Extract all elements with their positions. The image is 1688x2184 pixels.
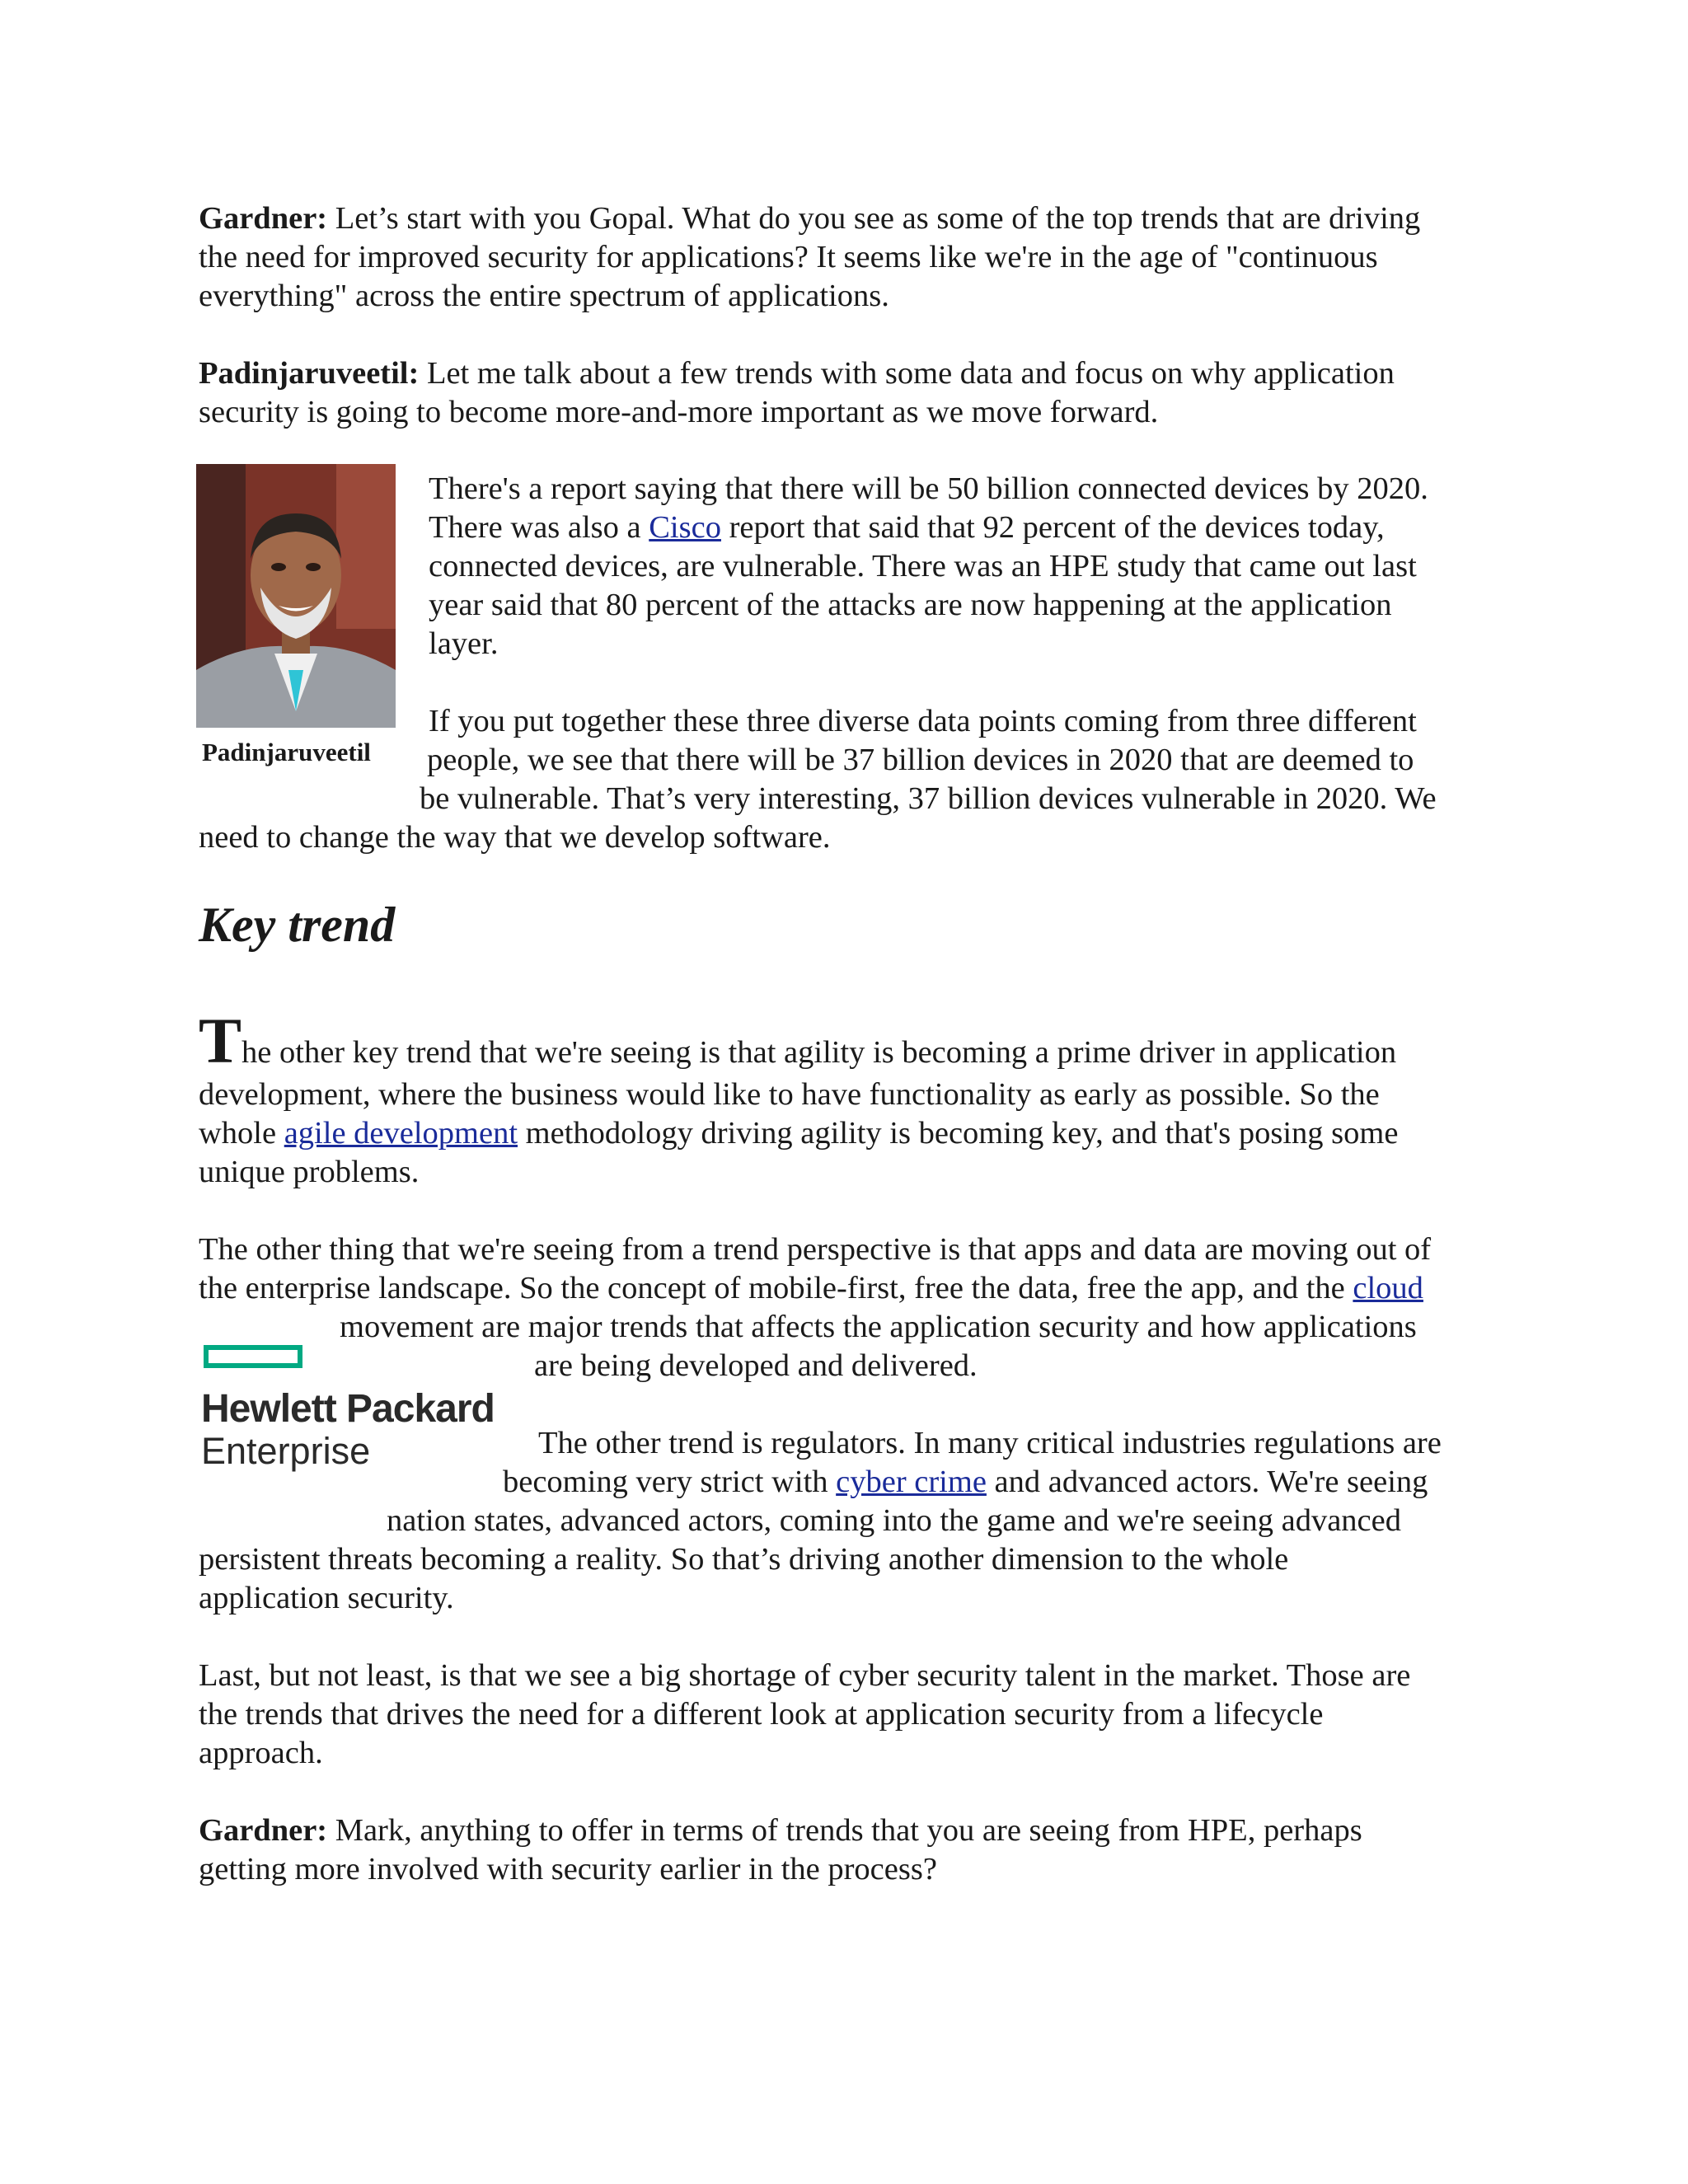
text-run: the enterprise landscape. So the concept of mobile-first, free the data, free the app, and the [199,1271,1353,1305]
paragraph-data-points-line-2: people, we see that there will be 37 billion devices in 2020 that are deemed to [427,743,1414,777]
hpe-logo-line-2: Enterprise [201,1430,371,1472]
paragraph-agility-line-2: development, where the business would like to have functionality as early as possible. So the [199,1077,1380,1112]
paragraph-data-points-line-4: need to change the way that we develop software. [199,820,831,855]
paragraph-gardner-line-1 [199,199,1517,238]
text-run: he other key trend that we're seeing is that agility is becoming a prime driver in application [241,1035,1397,1070]
speaker-name: Gardner: [199,1813,328,1848]
agile-development-link[interactable]: agile development [284,1116,518,1151]
paragraph-regulators-line-1: The other trend is regulators. In many critical industries regulations are [538,1426,1442,1460]
hpe-logo-line-1: Hewlett Packard [201,1387,495,1431]
paragraph-regulators-line-3: nation states, advanced actors, coming into the game and we're seeing advanced [387,1503,1401,1538]
portrait-illustration [196,464,396,728]
text-run: report that said that 92 percent of the devices today, [720,510,1385,545]
paragraph-talent-line-1: Last, but not least, is that we see a big shortage of cyber security talent in the market. Those are [199,1658,1411,1693]
speaker-name: Gardner: [199,201,328,236]
paragraph-gardner-question-line-2: getting more involved with security earlier in the process? [199,1852,937,1886]
paragraph-report-line-4: year said that 80 percent of the attacks are now happening at the application [429,588,1392,622]
paragraph-data-points-line-1: If you put together these three diverse data points coming from three different [429,704,1417,738]
paragraph-agility-line-4: unique problems. [199,1155,420,1189]
paragraph-regulators-line-2 [503,1463,1688,1502]
cyber-crime-link[interactable]: cyber crime [836,1465,987,1499]
paragraph-cloud-line-4: are being developed and delivered. [534,1348,978,1383]
hpe-logo [201,1345,514,1477]
paragraph-cloud-line-2 [199,1269,1517,1308]
paragraph-data-points-line-3: be vulnerable. That’s very interesting, 37 billion devices vulnerable in 2020. We [420,781,1437,816]
text-run: methodology driving agility is becoming key, and that's posing some [518,1116,1399,1151]
section-heading: Key trend [199,898,396,952]
paragraph-report-line-2 [429,509,1688,547]
paragraph-regulators-line-4: persistent threats becoming a reality. So that’s driving another dimension to the whole [199,1542,1289,1577]
text-run: Let me talk about a few trends with some data and focus on why application [419,356,1395,391]
text-run: Mark, anything to offer in terms of trends that you are seeing from HPE, perhaps [327,1813,1362,1848]
paragraph-report-line-1: There's a report saying that there will be 50 billion connected devices by 2020. [429,471,1428,506]
paragraph-agility-line-3 [199,1114,1517,1153]
text-run: becoming very strict with [503,1465,837,1499]
portrait-photo [196,464,396,728]
paragraph-cloud-line-3: movement are major trends that affects the application security and how applications [340,1310,1417,1344]
paragraph-gardner-question-line-1 [199,1811,1517,1850]
photo-caption: Padinjaruveetil [202,738,371,766]
paragraph-talent-line-3: approach. [199,1736,323,1770]
paragraph-padinjaruveetil-line-2: security is going to become more-and-more important as we move forward. [199,395,1159,429]
paragraph-gardner-line-3: everything" across the entire spectrum of applications. [199,279,889,313]
cisco-link[interactable]: Cisco [649,510,721,545]
cloud-link[interactable]: cloud [1353,1271,1423,1305]
hpe-logo-bar [204,1345,302,1368]
drop-cap: T [199,1005,242,1076]
text-run: and advanced actors. We're seeing [986,1465,1428,1499]
paragraph-agility-line-1 [199,1005,1517,1076]
paragraph-padinjaruveetil-line-1 [199,354,1517,393]
text-run: whole [199,1116,284,1151]
text-run: Let’s start with you Gopal. What do you see as some of the top trends that are driving [327,201,1421,236]
speaker-name: Padinjaruveetil: [199,356,420,391]
paragraph-cloud-line-1: The other thing that we're seeing from a trend perspective is that apps and data are moving out of [199,1232,1432,1267]
paragraph-regulators-line-5: application security. [199,1581,454,1615]
paragraph-report-line-5: layer. [429,626,499,661]
paragraph-talent-line-2: the trends that drives the need for a different look at application security from a lifecycle [199,1697,1324,1732]
text-run: There was also a [429,510,649,545]
paragraph-gardner-line-2: the need for improved security for applications? It seems like we're in the age of "continuous [199,240,1378,274]
paragraph-report-line-3: connected devices, are vulnerable. There was an HPE study that came out last [429,549,1417,583]
